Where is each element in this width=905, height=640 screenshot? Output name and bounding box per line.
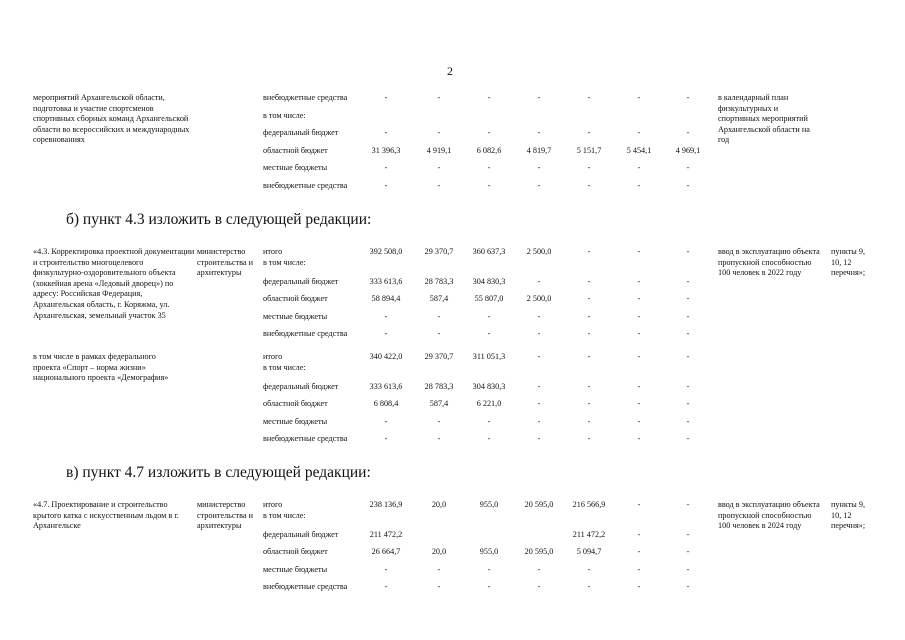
value-cell: 20 595,0 xyxy=(524,547,554,556)
value-cell: - xyxy=(637,181,641,190)
value-cell: - xyxy=(437,434,441,443)
block-43-description: «4.3. Корректировка проектной документации и строительство многоцелевого физкультурно-оздоровительного объекта (хоккейная арена «Ледовый дворец») по адресу: Российская Федерация, Архангельская область, г. Коряжма, ул. Архангельская, земельный участок 35 xyxy=(33,247,195,320)
heading-b: б) пункт 4.3 изложить в следующей редакции: xyxy=(66,211,372,228)
value-cell: 20 595,0 xyxy=(524,500,554,509)
value-cell: - xyxy=(587,329,591,338)
value-cell: - xyxy=(537,582,541,591)
value-cell: - xyxy=(437,565,441,574)
value-cell: - xyxy=(686,294,690,303)
value-cell: - xyxy=(537,565,541,574)
value-cell: - xyxy=(637,434,641,443)
value-cell: 2 500,0 xyxy=(526,294,552,303)
row-source: в том числе: xyxy=(263,511,306,520)
block-43-executor: министерство строительства и архитектуры xyxy=(197,247,253,278)
value-cell: - xyxy=(537,181,541,190)
value-cell: 31 396,3 xyxy=(371,146,401,155)
value-cell: 211 472,2 xyxy=(369,530,403,539)
value-cell: 4 919,1 xyxy=(426,146,452,155)
value-cell: - xyxy=(637,312,641,321)
value-cell: - xyxy=(384,582,388,591)
row-source: местные бюджеты xyxy=(263,163,328,172)
value-cell: - xyxy=(537,399,541,408)
value-cell: - xyxy=(637,399,641,408)
value-cell: - xyxy=(384,128,388,137)
value-cell: - xyxy=(637,163,641,172)
value-cell: - xyxy=(537,93,541,102)
row-source: итого xyxy=(263,500,283,509)
value-cell: - xyxy=(686,399,690,408)
value-cell: - xyxy=(437,163,441,172)
value-cell: 340 422,0 xyxy=(369,352,403,361)
value-cell: - xyxy=(384,417,388,426)
value-cell: 5 094,7 xyxy=(576,547,602,556)
value-cell: 58 894,4 xyxy=(371,294,401,303)
value-cell: - xyxy=(384,312,388,321)
row-source: внебюджетные средства xyxy=(263,582,348,591)
value-cell: 216 566,9 xyxy=(572,500,606,509)
value-cell: 587,4 xyxy=(429,399,449,408)
value-cell: - xyxy=(487,163,491,172)
value-cell: - xyxy=(587,277,591,286)
row-source: в том числе: xyxy=(263,111,306,120)
value-cell: - xyxy=(587,93,591,102)
row-source: областной бюджет xyxy=(263,146,328,155)
row-source: в том числе: xyxy=(263,363,306,372)
value-cell: 26 664,7 xyxy=(371,547,401,556)
value-cell: - xyxy=(686,312,690,321)
value-cell: - xyxy=(587,128,591,137)
value-cell: 5 151,7 xyxy=(576,146,602,155)
value-cell: - xyxy=(487,565,491,574)
block-47-result: ввод в эксплуатацию объекта пропускной способностью 100 человек в 2024 году xyxy=(718,500,820,531)
value-cell: 360 637,3 xyxy=(472,247,506,256)
value-cell: 28 783,3 xyxy=(424,382,454,391)
value-cell: - xyxy=(587,163,591,172)
heading-c: в) пункт 4.7 изложить в следующей редакции: xyxy=(66,464,371,481)
value-cell: 20,0 xyxy=(431,547,447,556)
value-cell: - xyxy=(637,530,641,539)
value-cell: 2 500,0 xyxy=(526,247,552,256)
value-cell: - xyxy=(637,294,641,303)
value-cell: - xyxy=(537,312,541,321)
value-cell: - xyxy=(487,582,491,591)
value-cell: - xyxy=(487,434,491,443)
value-cell: 955,0 xyxy=(479,500,499,509)
row-source: внебюджетные средства xyxy=(263,93,348,102)
value-cell: - xyxy=(637,93,641,102)
value-cell: 311 051,3 xyxy=(472,352,506,361)
block-47-executor: министерство строительства и архитектуры xyxy=(197,500,253,531)
value-cell: 333 613,6 xyxy=(369,382,403,391)
value-cell: - xyxy=(637,582,641,591)
row-source: областной бюджет xyxy=(263,399,328,408)
value-cell: 211 472,2 xyxy=(572,530,606,539)
value-cell: - xyxy=(437,128,441,137)
row-source: итого xyxy=(263,352,283,361)
value-cell: 5 454,1 xyxy=(626,146,652,155)
value-cell: - xyxy=(587,247,591,256)
value-cell: - xyxy=(637,128,641,137)
value-cell: - xyxy=(587,181,591,190)
value-cell: - xyxy=(686,247,690,256)
value-cell: 28 783,3 xyxy=(424,277,454,286)
value-cell: - xyxy=(537,352,541,361)
value-cell: 20,0 xyxy=(431,500,447,509)
value-cell: - xyxy=(637,565,641,574)
value-cell: 4 969,1 xyxy=(675,146,701,155)
value-cell: - xyxy=(587,352,591,361)
value-cell: - xyxy=(637,417,641,426)
value-cell: - xyxy=(437,312,441,321)
value-cell: - xyxy=(384,434,388,443)
value-cell: - xyxy=(437,93,441,102)
value-cell: - xyxy=(587,312,591,321)
value-cell: 6 082,6 xyxy=(476,146,502,155)
value-cell: 29 370,7 xyxy=(424,247,454,256)
value-cell: - xyxy=(537,277,541,286)
value-cell: - xyxy=(686,500,690,509)
value-cell: - xyxy=(384,163,388,172)
row-source: итого xyxy=(263,247,283,256)
value-cell: - xyxy=(637,277,641,286)
block-43-points: пункты 9, 10, 12 перечня»; xyxy=(831,247,866,278)
value-cell: - xyxy=(437,417,441,426)
row-source: областной бюджет xyxy=(263,294,328,303)
value-cell: - xyxy=(587,565,591,574)
row-source: федеральный бюджет xyxy=(263,530,339,539)
value-cell: - xyxy=(537,128,541,137)
value-cell: - xyxy=(637,547,641,556)
row-source: местные бюджеты xyxy=(263,565,328,574)
value-cell: - xyxy=(686,181,690,190)
top-description: мероприятий Архангельской области, подготовка и участие спортсменов спортивных сборных команд Архангельской области во всероссийских и международных соревнованиях xyxy=(33,93,190,145)
value-cell: 238 136,9 xyxy=(369,500,403,509)
value-cell: - xyxy=(686,352,690,361)
value-cell: - xyxy=(587,399,591,408)
value-cell: - xyxy=(437,582,441,591)
value-cell: - xyxy=(686,329,690,338)
value-cell: - xyxy=(686,565,690,574)
value-cell: - xyxy=(587,417,591,426)
value-cell: - xyxy=(637,247,641,256)
value-cell: - xyxy=(686,434,690,443)
value-cell: - xyxy=(537,329,541,338)
value-cell: - xyxy=(384,329,388,338)
value-cell: - xyxy=(384,181,388,190)
value-cell: - xyxy=(487,417,491,426)
value-cell: 304 830,3 xyxy=(472,277,506,286)
value-cell: 55 807,0 xyxy=(474,294,504,303)
row-source: федеральный бюджет xyxy=(263,277,339,286)
value-cell: - xyxy=(587,382,591,391)
value-cell: - xyxy=(487,93,491,102)
value-cell: - xyxy=(487,128,491,137)
value-cell: - xyxy=(686,530,690,539)
value-cell: - xyxy=(686,382,690,391)
value-cell: - xyxy=(686,582,690,591)
value-cell: 333 613,6 xyxy=(369,277,403,286)
value-cell: - xyxy=(437,329,441,338)
value-cell: - xyxy=(487,312,491,321)
row-source: местные бюджеты xyxy=(263,312,328,321)
row-source: внебюджетные средства xyxy=(263,434,348,443)
value-cell: - xyxy=(686,417,690,426)
top-note: в календарный план физкультурных и спортивных мероприятий Архангельской области на год xyxy=(718,93,810,145)
value-cell: 587,4 xyxy=(429,294,449,303)
value-cell: - xyxy=(686,163,690,172)
value-cell: 955,0 xyxy=(479,547,499,556)
value-cell: - xyxy=(587,294,591,303)
block-43-result: ввод в эксплуатацию объекта пропускной способностью 100 человек в 2022 году xyxy=(718,247,820,278)
value-cell: - xyxy=(437,181,441,190)
block-43-sub-description: в том числе в рамках федерального проекта «Спорт – норма жизни» национального проекта «Демография» xyxy=(33,352,169,383)
value-cell: - xyxy=(537,382,541,391)
value-cell: - xyxy=(686,547,690,556)
row-source: федеральный бюджет xyxy=(263,128,339,137)
row-source: внебюджетные средства xyxy=(263,181,348,190)
value-cell: 6 221,0 xyxy=(476,399,502,408)
value-cell: 304 830,3 xyxy=(472,382,506,391)
value-cell: - xyxy=(637,352,641,361)
row-source: внебюджетные средства xyxy=(263,329,348,338)
row-source: в том числе: xyxy=(263,258,306,267)
row-source: местные бюджеты xyxy=(263,417,328,426)
value-cell: 29 370,7 xyxy=(424,352,454,361)
block-47-points: пункты 9, 10, 12 перечня»; xyxy=(831,500,866,531)
value-cell: - xyxy=(587,582,591,591)
value-cell: - xyxy=(537,434,541,443)
page-number: 2 xyxy=(447,64,453,78)
value-cell: - xyxy=(686,128,690,137)
value-cell: 6 808,4 xyxy=(373,399,399,408)
value-cell: - xyxy=(384,565,388,574)
value-cell: - xyxy=(637,382,641,391)
value-cell: - xyxy=(637,329,641,338)
value-cell: - xyxy=(537,417,541,426)
block-47-description: «4.7. Проектирование и строительство крытого катка с искусственным льдом в г. Архангельске xyxy=(33,500,179,531)
value-cell: - xyxy=(686,277,690,286)
value-cell: - xyxy=(537,163,541,172)
value-cell: 392 508,0 xyxy=(369,247,403,256)
value-cell: - xyxy=(637,500,641,509)
row-source: федеральный бюджет xyxy=(263,382,339,391)
value-cell: - xyxy=(487,181,491,190)
value-cell: - xyxy=(686,93,690,102)
value-cell: 4 819,7 xyxy=(526,146,552,155)
value-cell: - xyxy=(587,434,591,443)
row-source: областной бюджет xyxy=(263,547,328,556)
value-cell: - xyxy=(487,329,491,338)
value-cell: - xyxy=(384,93,388,102)
